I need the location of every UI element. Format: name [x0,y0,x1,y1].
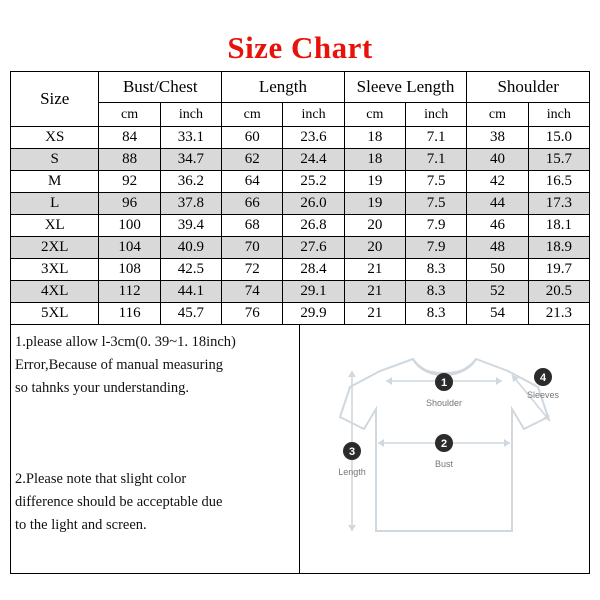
cell-shoulder-cm: 50 [467,259,528,281]
cell-bust-inch: 34.7 [160,149,221,171]
table-row [11,303,590,325]
cell-length-inch: 29.1 [283,281,344,303]
cell-sleeve-cm: 21 [344,303,405,325]
cell-bust-inch: 45.7 [160,303,221,325]
column-header-shoulder: Shoulder [467,72,590,103]
cell-length-cm: 60 [222,127,283,149]
row-size-label: 5XL [11,303,99,325]
cell-bust-cm: 112 [99,281,160,303]
cell-sleeve-inch: 7.1 [406,127,467,149]
marker-shoulder-number: 1 [440,377,448,389]
bottom-section [10,325,590,574]
cell-sleeve-cm: 19 [344,171,405,193]
cell-length-inch: 23.6 [283,127,344,149]
cell-shoulder-inch: 17.3 [528,193,589,215]
cell-shoulder-cm: 48 [467,237,528,259]
size-table-body [11,127,590,325]
cell-bust-cm: 108 [99,259,160,281]
cell-sleeve-inch: 7.9 [406,215,467,237]
cell-shoulder-cm: 54 [467,303,528,325]
column-header-length: Length [222,72,345,103]
cell-bust-inch: 44.1 [160,281,221,303]
marker-bust-number: 2 [440,438,448,450]
cell-length-inch: 26.8 [283,215,344,237]
cell-shoulder-inch: 16.5 [528,171,589,193]
page-title: Size Chart [227,30,373,65]
cell-bust-cm: 100 [99,215,160,237]
cell-sleeve-inch: 8.3 [406,259,467,281]
marker-length [338,442,366,477]
cell-bust-cm: 88 [99,149,160,171]
note-two-line-3: to the light and screen. [15,517,147,533]
size-table [10,71,590,325]
column-header-bust: Bust/Chest [99,72,222,103]
column-header-size: Size [11,72,99,127]
row-size-label: M [11,171,99,193]
cell-length-cm: 64 [222,171,283,193]
cell-shoulder-cm: 42 [467,171,528,193]
row-size-label: XL [11,215,99,237]
cell-sleeve-cm: 19 [344,193,405,215]
cell-shoulder-inch: 15.0 [528,127,589,149]
cell-shoulder-inch: 21.3 [528,303,589,325]
cell-sleeve-inch: 8.3 [406,281,467,303]
note-one [15,331,295,400]
row-size-label: 3XL [11,259,99,281]
cell-length-inch: 26.0 [283,193,344,215]
notes-panel [11,325,300,573]
cell-length-cm: 66 [222,193,283,215]
cell-bust-cm: 96 [99,193,160,215]
marker-length-number: 3 [348,446,356,458]
unit-bust-cm: cm [99,103,160,127]
cell-shoulder-inch: 15.7 [528,149,589,171]
cell-length-inch: 25.2 [283,171,344,193]
cell-bust-cm: 92 [99,171,160,193]
unit-sleeve-cm: cm [344,103,405,127]
marker-shoulder-label: Shoulder [425,398,463,408]
cell-sleeve-cm: 21 [344,259,405,281]
note-one-line-3: so tahnks your understanding. [15,380,189,396]
cell-length-inch: 29.9 [283,303,344,325]
note-two [15,468,295,537]
note-one-line-2: Error,Because of manual measuring [15,357,223,373]
marker-sleeves-label: Sleeves [526,390,560,400]
cell-bust-inch: 37.8 [160,193,221,215]
cell-length-cm: 76 [222,303,283,325]
table-row [11,259,590,281]
tshirt-measurement-diagram [300,325,589,573]
note-one-line-1: 1.please allow l-3cm(0. 39~1. 18inch) [15,334,236,350]
cell-bust-inch: 42.5 [160,259,221,281]
cell-shoulder-cm: 52 [467,281,528,303]
cell-shoulder-inch: 18.9 [528,237,589,259]
cell-length-cm: 62 [222,149,283,171]
cell-bust-inch: 36.2 [160,171,221,193]
table-row [11,171,590,193]
table-row [11,215,590,237]
marker-sleeves-number: 4 [539,372,547,384]
unit-length-inch: inch [283,103,344,127]
unit-length-cm: cm [222,103,283,127]
table-row [11,281,590,303]
cell-length-cm: 74 [222,281,283,303]
cell-shoulder-cm: 40 [467,149,528,171]
size-table-container [0,71,600,325]
cell-sleeve-cm: 21 [344,281,405,303]
unit-bust-inch: inch [160,103,221,127]
cell-sleeve-cm: 18 [344,149,405,171]
row-size-label: S [11,149,99,171]
unit-shoulder-cm: cm [467,103,528,127]
cell-bust-inch: 39.4 [160,215,221,237]
cell-length-inch: 24.4 [283,149,344,171]
table-row [11,237,590,259]
cell-sleeve-inch: 7.1 [406,149,467,171]
cell-sleeve-cm: 20 [344,237,405,259]
cell-shoulder-cm: 46 [467,215,528,237]
marker-length-label: Length [338,467,366,477]
note-two-line-2: difference should be acceptable due [15,494,223,510]
table-row [11,193,590,215]
cell-bust-cm: 84 [99,127,160,149]
cell-sleeve-inch: 8.3 [406,303,467,325]
table-row [11,149,590,171]
cell-sleeve-inch: 7.5 [406,193,467,215]
cell-sleeve-cm: 18 [344,127,405,149]
cell-shoulder-cm: 44 [467,193,528,215]
cell-bust-cm: 104 [99,237,160,259]
row-size-label: 4XL [11,281,99,303]
cell-shoulder-inch: 20.5 [528,281,589,303]
size-table-head [11,72,590,127]
cell-bust-cm: 116 [99,303,160,325]
unit-shoulder-inch: inch [528,103,589,127]
row-size-label: L [11,193,99,215]
unit-sleeve-inch: inch [406,103,467,127]
cell-shoulder-inch: 18.1 [528,215,589,237]
cell-sleeve-cm: 20 [344,215,405,237]
cell-bust-inch: 40.9 [160,237,221,259]
column-header-sleeve-length: Sleeve Length [344,72,467,103]
row-size-label: XS [11,127,99,149]
cell-length-cm: 72 [222,259,283,281]
table-row [11,127,590,149]
cell-length-cm: 70 [222,237,283,259]
note-two-line-1: 2.Please note that slight color [15,471,187,487]
cell-shoulder-cm: 38 [467,127,528,149]
group-header-row [11,72,590,103]
row-size-label: 2XL [11,237,99,259]
cell-bust-inch: 33.1 [160,127,221,149]
cell-shoulder-inch: 19.7 [528,259,589,281]
marker-bust-label: Bust [434,459,454,469]
cell-sleeve-inch: 7.9 [406,237,467,259]
cell-length-inch: 27.6 [283,237,344,259]
cell-sleeve-inch: 7.5 [406,171,467,193]
cell-length-inch: 28.4 [283,259,344,281]
cell-length-cm: 68 [222,215,283,237]
